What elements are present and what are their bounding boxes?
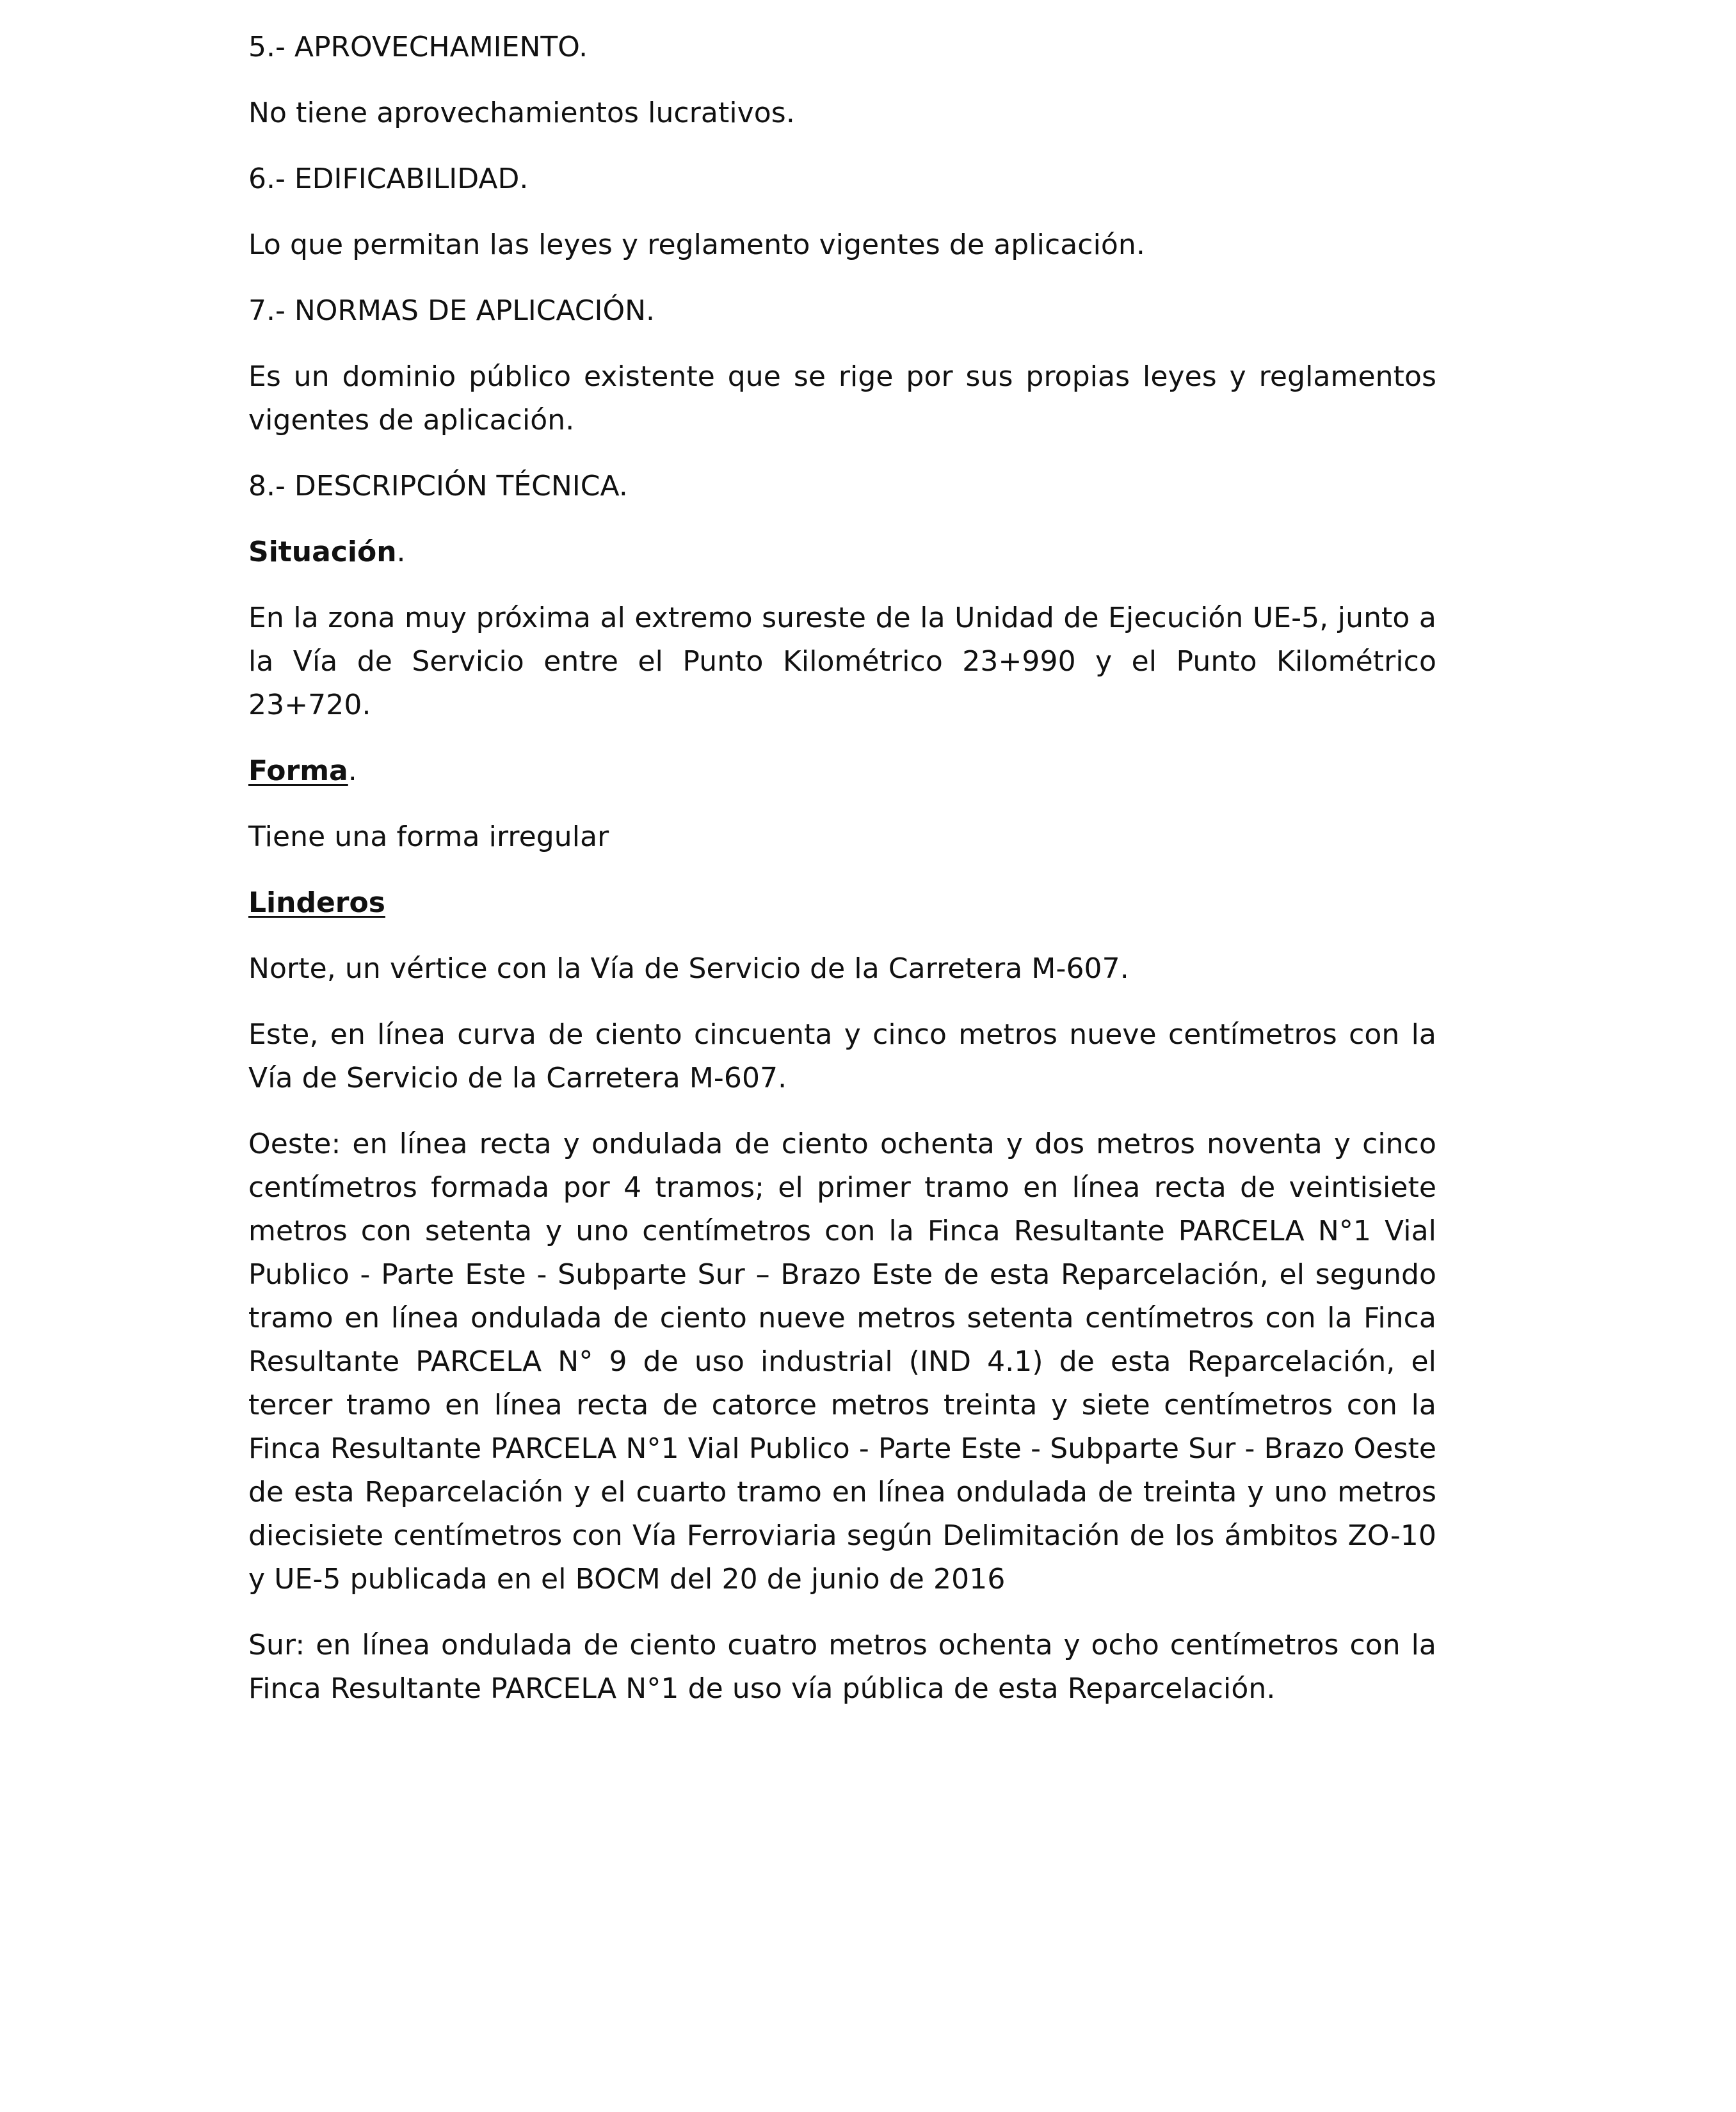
lindero-este: Este, en línea curva de ciento cincuenta y cinco metros nueve centímetros con la Vía de Servicio de la Carretera M-607.: [248, 1018, 1436, 1094]
linderos-label: Linderos: [248, 886, 385, 919]
forma-heading: [248, 749, 1436, 793]
document-page: [248, 26, 1436, 1733]
lindero-oeste: Oeste: en línea recta y ondulada de ciento ochenta y dos metros noventa y cinco centímetros formada por 4 tramos; el primer tramo en línea recta de veintisiete metros con setenta y uno centímetros con la Finca Resultante PARCELA N°1 Vial Publico - Parte Este - Subparte Sur – Brazo Este de esta Reparcelación, el segundo tramo en línea ondulada de ciento nueve metros setenta centímetros con la Finca Resultante PARCELA N° 9 de uso industrial (IND 4.1) de esta Reparcelación, el tercer tramo en línea recta de catorce metros treinta y siete centímetros con la Finca Resultante PARCELA N°1 Vial Publico - Parte Este - Subparte Sur - Brazo Oeste de esta Reparcelación y el cuarto tramo en línea ondulada de treinta y uno metros diecisiete centímetros con Vía Ferroviaria según Delimitación de los ámbitos ZO-10 y UE-5 publicada en el BOCM del 20 de junio de 2016: [248, 1128, 1436, 1596]
section-6-text: Lo que permitan las leyes y reglamento vigentes de aplicación.: [248, 228, 1146, 261]
section-7-heading: 7.- NORMAS DE APLICACIÓN.: [248, 294, 655, 327]
section-5-heading: 5.- APROVECHAMIENTO.: [248, 31, 588, 63]
situacion-label: Situación: [248, 536, 397, 568]
forma-label: Forma: [248, 755, 348, 787]
situacion-heading: [248, 531, 1436, 574]
situacion-text: En la zona muy próxima al extremo sureste de la Unidad de Ejecución UE-5, junto a la Vía de Servicio entre el Punto Kilométrico 23+990 y el Punto Kilométrico 23+720.: [248, 602, 1436, 721]
section-7-text: Es un dominio público existente que se rige por sus propias leyes y reglamentos vigentes de aplicación.: [248, 360, 1436, 436]
forma-punct: .: [348, 755, 357, 787]
lindero-norte: Norte, un vértice con la Vía de Servicio de la Carretera M-607.: [248, 952, 1129, 985]
section-6-heading: 6.- EDIFICABILIDAD.: [248, 163, 529, 195]
forma-text: Tiene una forma irregular: [248, 820, 609, 853]
section-5-text: No tiene aprovechamientos lucrativos.: [248, 97, 795, 129]
section-8-heading: 8.- DESCRIPCIÓN TÉCNICA.: [248, 470, 628, 502]
situacion-punct: .: [396, 536, 406, 568]
lindero-sur: Sur: en línea ondulada de ciento cuatro metros ochenta y ocho centímetros con la Finca Resultante PARCELA N°1 de uso vía pública de esta Reparcelación.: [248, 1629, 1436, 1705]
linderos-heading: [248, 881, 1436, 925]
